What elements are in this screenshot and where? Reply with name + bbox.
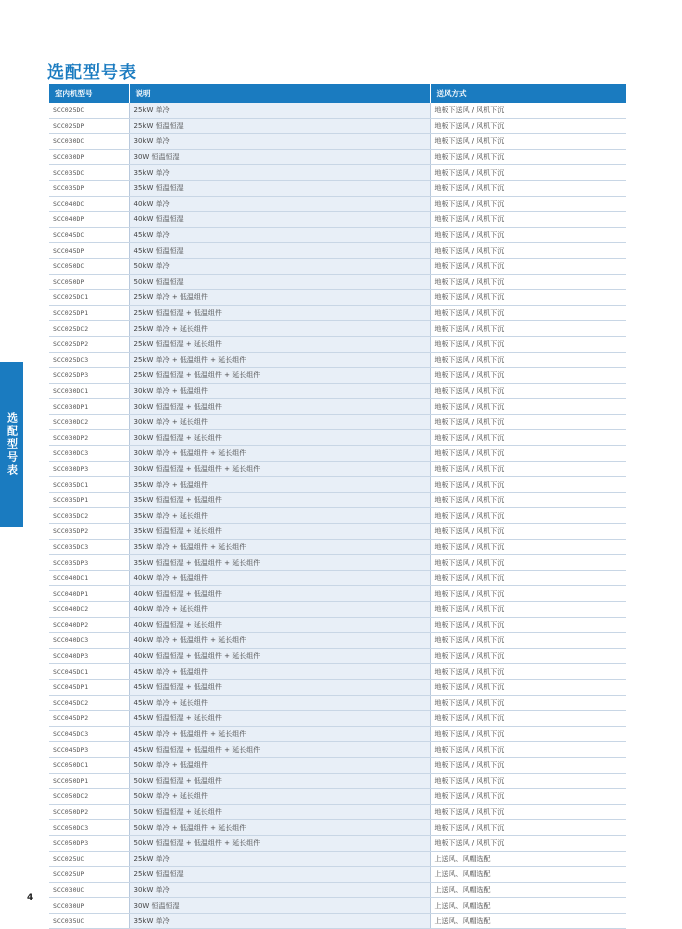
cell-model: SCC040DP3	[49, 648, 129, 664]
cell-description: 40kW 恒温恒湿	[129, 212, 430, 228]
cell-air-supply: 地板下送风 / 风机下沉	[430, 679, 626, 695]
table-row	[49, 196, 626, 212]
table-row	[49, 258, 626, 274]
cell-model: SCC025UC	[49, 851, 129, 867]
table-row	[49, 524, 626, 540]
table-row	[49, 274, 626, 290]
cell-description: 35kW 单冷 + 延长组件	[129, 508, 430, 524]
cell-description: 25kW 恒温恒湿 + 低温组件 + 延长组件	[129, 368, 430, 384]
table-row	[49, 820, 626, 836]
cell-air-supply: 地板下送风 / 风机下沉	[430, 165, 626, 181]
cell-model: SCC050DP	[49, 274, 129, 290]
cell-description: 25kW 单冷 + 延长组件	[129, 321, 430, 337]
cell-air-supply: 地板下送风 / 风机下沉	[430, 586, 626, 602]
cell-model: SCC025DC3	[49, 352, 129, 368]
cell-air-supply: 地板下送风 / 风机下沉	[430, 617, 626, 633]
cell-description: 50kW 恒温恒湿 + 延长组件	[129, 804, 430, 820]
table-row	[49, 212, 626, 228]
table-row	[49, 617, 626, 633]
table-row	[49, 180, 626, 196]
cell-description: 35kW 恒温恒湿	[129, 180, 430, 196]
cell-air-supply: 地板下送风 / 风机下沉	[430, 789, 626, 805]
cell-air-supply: 地板下送风 / 风机下沉	[430, 180, 626, 196]
table-row	[49, 835, 626, 851]
cell-model: SCC025DC2	[49, 321, 129, 337]
table-row	[49, 742, 626, 758]
cell-description: 45kW 恒温恒湿	[129, 243, 430, 259]
cell-description: 30kW 单冷 + 延长组件	[129, 414, 430, 430]
table-row	[49, 368, 626, 384]
cell-air-supply: 地板下送风 / 风机下沉	[430, 103, 626, 118]
cell-description: 40kW 恒温恒湿 + 低温组件	[129, 586, 430, 602]
table-row	[49, 789, 626, 805]
cell-model: SCC030DP3	[49, 461, 129, 477]
cell-air-supply: 地板下送风 / 风机下沉	[430, 711, 626, 727]
cell-air-supply: 地板下送风 / 风机下沉	[430, 757, 626, 773]
page-title: 选配型号表	[47, 63, 137, 83]
cell-description: 25kW 单冷	[129, 851, 430, 867]
cell-air-supply: 地板下送风 / 风机下沉	[430, 461, 626, 477]
cell-description: 40kW 单冷	[129, 196, 430, 212]
table-row	[49, 477, 626, 493]
cell-air-supply: 上送风、风帽选配	[430, 898, 626, 914]
cell-air-supply: 地板下送风 / 风机下沉	[430, 648, 626, 664]
cell-description: 40kW 单冷 + 低温组件	[129, 570, 430, 586]
cell-air-supply: 地板下送风 / 风机下沉	[430, 446, 626, 462]
table-row	[49, 664, 626, 680]
table-row	[49, 414, 626, 430]
cell-model: SCC025DP3	[49, 368, 129, 384]
cell-air-supply: 地板下送风 / 风机下沉	[430, 414, 626, 430]
cell-model: SCC045DC3	[49, 726, 129, 742]
table-row	[49, 399, 626, 415]
cell-description: 30kW 单冷 + 低温组件	[129, 383, 430, 399]
cell-model: SCC030DP	[49, 149, 129, 165]
cell-model: SCC025DP	[49, 118, 129, 134]
cell-description: 50kW 单冷 + 延长组件	[129, 789, 430, 805]
cell-description: 30kW 恒温恒湿 + 低温组件	[129, 399, 430, 415]
cell-model: SCC035DC1	[49, 477, 129, 493]
cell-description: 30kW 单冷	[129, 134, 430, 150]
cell-model: SCC035DP2	[49, 524, 129, 540]
cell-model: SCC025UP	[49, 867, 129, 883]
header-air-supply: 送风方式	[430, 84, 626, 103]
cell-model: SCC050DP3	[49, 835, 129, 851]
cell-model: SCC050DC3	[49, 820, 129, 836]
cell-air-supply: 地板下送风 / 风机下沉	[430, 196, 626, 212]
table-row	[49, 882, 626, 898]
cell-air-supply: 地板下送风 / 风机下沉	[430, 773, 626, 789]
page-number: 4	[27, 893, 34, 903]
table-row	[49, 243, 626, 259]
cell-description: 50kW 单冷 + 低温组件 + 延长组件	[129, 820, 430, 836]
cell-model: SCC040DP	[49, 212, 129, 228]
table-row	[49, 227, 626, 243]
cell-air-supply: 地板下送风 / 风机下沉	[430, 321, 626, 337]
cell-description: 45kW 单冷 + 低温组件 + 延长组件	[129, 726, 430, 742]
cell-air-supply: 上送风、风帽选配	[430, 851, 626, 867]
cell-model: SCC030DP1	[49, 399, 129, 415]
cell-model: SCC025DC1	[49, 290, 129, 306]
table-row	[49, 290, 626, 306]
table-header-row	[49, 84, 626, 103]
cell-model: SCC050DC1	[49, 757, 129, 773]
cell-air-supply: 地板下送风 / 风机下沉	[430, 305, 626, 321]
table-row	[49, 134, 626, 150]
cell-description: 40kW 单冷 + 低温组件 + 延长组件	[129, 633, 430, 649]
table-row	[49, 586, 626, 602]
cell-description: 40kW 恒温恒湿 + 低温组件 + 延长组件	[129, 648, 430, 664]
cell-model: SCC030DP2	[49, 430, 129, 446]
cell-air-supply: 地板下送风 / 风机下沉	[430, 430, 626, 446]
table-row	[49, 321, 626, 337]
cell-model: SCC025DC	[49, 103, 129, 118]
cell-model: SCC025DP2	[49, 336, 129, 352]
cell-model: SCC030UC	[49, 882, 129, 898]
table-row	[49, 430, 626, 446]
table-row	[49, 446, 626, 462]
cell-description: 40kW 单冷 + 延长组件	[129, 602, 430, 618]
table-row	[49, 149, 626, 165]
cell-description: 30kW 单冷 + 低温组件 + 延长组件	[129, 446, 430, 462]
cell-description: 30kW 恒温恒湿 + 低温组件 + 延长组件	[129, 461, 430, 477]
cell-model: SCC040DC	[49, 196, 129, 212]
table-row	[49, 602, 626, 618]
cell-description: 50kW 恒温恒湿 + 低温组件 + 延长组件	[129, 835, 430, 851]
cell-air-supply: 地板下送风 / 风机下沉	[430, 368, 626, 384]
cell-model: SCC045DC2	[49, 695, 129, 711]
cell-description: 25kW 恒温恒湿	[129, 118, 430, 134]
cell-air-supply: 地板下送风 / 风机下沉	[430, 243, 626, 259]
table-row	[49, 804, 626, 820]
cell-air-supply: 上送风、风帽选配	[430, 913, 626, 929]
cell-air-supply: 地板下送风 / 风机下沉	[430, 258, 626, 274]
cell-model: SCC045DC	[49, 227, 129, 243]
model-selection-table	[49, 84, 626, 929]
table-row	[49, 118, 626, 134]
table-row	[49, 633, 626, 649]
cell-air-supply: 地板下送风 / 风机下沉	[430, 134, 626, 150]
cell-description: 30kW 恒温恒湿 + 延长组件	[129, 430, 430, 446]
cell-air-supply: 地板下送风 / 风机下沉	[430, 570, 626, 586]
cell-model: SCC035DC2	[49, 508, 129, 524]
cell-description: 35kW 单冷	[129, 165, 430, 181]
table-row	[49, 913, 626, 929]
cell-model: SCC035DP	[49, 180, 129, 196]
cell-model: SCC030DC	[49, 134, 129, 150]
cell-air-supply: 上送风、风帽选配	[430, 882, 626, 898]
table-row	[49, 352, 626, 368]
header-model: 室内机型号	[49, 84, 129, 103]
cell-air-supply: 地板下送风 / 风机下沉	[430, 835, 626, 851]
cell-model: SCC030DC1	[49, 383, 129, 399]
cell-air-supply: 地板下送风 / 风机下沉	[430, 383, 626, 399]
cell-model: SCC040DC1	[49, 570, 129, 586]
cell-air-supply: 地板下送风 / 风机下沉	[430, 695, 626, 711]
cell-air-supply: 地板下送风 / 风机下沉	[430, 524, 626, 540]
cell-model: SCC030UP	[49, 898, 129, 914]
table-row	[49, 539, 626, 555]
cell-model: SCC045DP2	[49, 711, 129, 727]
cell-air-supply: 地板下送风 / 风机下沉	[430, 508, 626, 524]
cell-model: SCC035DP3	[49, 555, 129, 571]
cell-model: SCC035UC	[49, 913, 129, 929]
cell-model: SCC040DC2	[49, 602, 129, 618]
table-row	[49, 711, 626, 727]
cell-air-supply: 地板下送风 / 风机下沉	[430, 820, 626, 836]
cell-model: SCC030DC3	[49, 446, 129, 462]
cell-description: 45kW 单冷	[129, 227, 430, 243]
cell-air-supply: 地板下送风 / 风机下沉	[430, 804, 626, 820]
cell-model: SCC050DP2	[49, 804, 129, 820]
cell-air-supply: 地板下送风 / 风机下沉	[430, 602, 626, 618]
cell-air-supply: 地板下送风 / 风机下沉	[430, 212, 626, 228]
cell-air-supply: 地板下送风 / 风机下沉	[430, 742, 626, 758]
table-row	[49, 679, 626, 695]
cell-description: 50kW 单冷 + 低温组件	[129, 757, 430, 773]
cell-air-supply: 地板下送风 / 风机下沉	[430, 633, 626, 649]
table-row	[49, 757, 626, 773]
cell-description: 25kW 单冷 + 低温组件	[129, 290, 430, 306]
cell-description: 50kW 恒温恒湿	[129, 274, 430, 290]
cell-description: 45kW 恒温恒湿 + 低温组件	[129, 679, 430, 695]
cell-air-supply: 地板下送风 / 风机下沉	[430, 274, 626, 290]
cell-description: 50kW 恒温恒湿 + 低温组件	[129, 773, 430, 789]
cell-model: SCC035DC3	[49, 539, 129, 555]
cell-description: 30kW 单冷	[129, 882, 430, 898]
cell-description: 35kW 单冷 + 低温组件	[129, 477, 430, 493]
cell-model: SCC040DC3	[49, 633, 129, 649]
cell-description: 45kW 单冷 + 延长组件	[129, 695, 430, 711]
cell-description: 45kW 恒温恒湿 + 低温组件 + 延长组件	[129, 742, 430, 758]
cell-air-supply: 地板下送风 / 风机下沉	[430, 336, 626, 352]
cell-air-supply: 地板下送风 / 风机下沉	[430, 149, 626, 165]
cell-air-supply: 地板下送风 / 风机下沉	[430, 352, 626, 368]
table-row	[49, 555, 626, 571]
cell-description: 45kW 单冷 + 低温组件	[129, 664, 430, 680]
cell-description: 35kW 单冷	[129, 913, 430, 929]
table-row	[49, 336, 626, 352]
cell-model: SCC050DP1	[49, 773, 129, 789]
cell-model: SCC025DP1	[49, 305, 129, 321]
table-row	[49, 165, 626, 181]
table-row	[49, 461, 626, 477]
cell-model: SCC040DP1	[49, 586, 129, 602]
cell-model: SCC035DC	[49, 165, 129, 181]
table-row	[49, 726, 626, 742]
table-row	[49, 508, 626, 524]
cell-air-supply: 地板下送风 / 风机下沉	[430, 399, 626, 415]
table-row	[49, 773, 626, 789]
cell-air-supply: 地板下送风 / 风机下沉	[430, 664, 626, 680]
cell-model: SCC040DP2	[49, 617, 129, 633]
side-section-tab: 选配型号表	[0, 362, 23, 527]
cell-air-supply: 上送风、风帽选配	[430, 867, 626, 883]
cell-air-supply: 地板下送风 / 风机下沉	[430, 555, 626, 571]
cell-model: SCC045DP3	[49, 742, 129, 758]
cell-description: 30W 恒温恒湿	[129, 898, 430, 914]
cell-model: SCC035DP1	[49, 492, 129, 508]
cell-description: 35kW 恒温恒湿 + 延长组件	[129, 524, 430, 540]
cell-air-supply: 地板下送风 / 风机下沉	[430, 477, 626, 493]
cell-model: SCC045DP	[49, 243, 129, 259]
cell-description: 30W 恒温恒湿	[129, 149, 430, 165]
cell-air-supply: 地板下送风 / 风机下沉	[430, 118, 626, 134]
cell-description: 25kW 单冷	[129, 103, 430, 118]
cell-description: 45kW 恒温恒湿 + 延长组件	[129, 711, 430, 727]
cell-description: 35kW 恒温恒湿 + 低温组件 + 延长组件	[129, 555, 430, 571]
cell-air-supply: 地板下送风 / 风机下沉	[430, 492, 626, 508]
cell-description: 50kW 单冷	[129, 258, 430, 274]
cell-description: 35kW 单冷 + 低温组件 + 延长组件	[129, 539, 430, 555]
cell-air-supply: 地板下送风 / 风机下沉	[430, 290, 626, 306]
cell-model: SCC045DP1	[49, 679, 129, 695]
cell-model: SCC045DC1	[49, 664, 129, 680]
cell-description: 25kW 恒温恒湿 + 延长组件	[129, 336, 430, 352]
cell-model: SCC050DC2	[49, 789, 129, 805]
table-row	[49, 695, 626, 711]
cell-description: 35kW 恒温恒湿 + 低温组件	[129, 492, 430, 508]
table-row	[49, 492, 626, 508]
table-row	[49, 103, 626, 118]
header-description: 说明	[129, 84, 430, 103]
cell-model: SCC030DC2	[49, 414, 129, 430]
cell-air-supply: 地板下送风 / 风机下沉	[430, 726, 626, 742]
cell-description: 25kW 单冷 + 低温组件 + 延长组件	[129, 352, 430, 368]
table-row	[49, 648, 626, 664]
table-row	[49, 570, 626, 586]
cell-description: 25kW 恒温恒湿	[129, 867, 430, 883]
cell-description: 40kW 恒温恒湿 + 延长组件	[129, 617, 430, 633]
table-row	[49, 305, 626, 321]
table-row	[49, 383, 626, 399]
table-row	[49, 851, 626, 867]
cell-air-supply: 地板下送风 / 风机下沉	[430, 539, 626, 555]
cell-description: 25kW 恒温恒湿 + 低温组件	[129, 305, 430, 321]
cell-model: SCC050DC	[49, 258, 129, 274]
table-row	[49, 867, 626, 883]
cell-air-supply: 地板下送风 / 风机下沉	[430, 227, 626, 243]
